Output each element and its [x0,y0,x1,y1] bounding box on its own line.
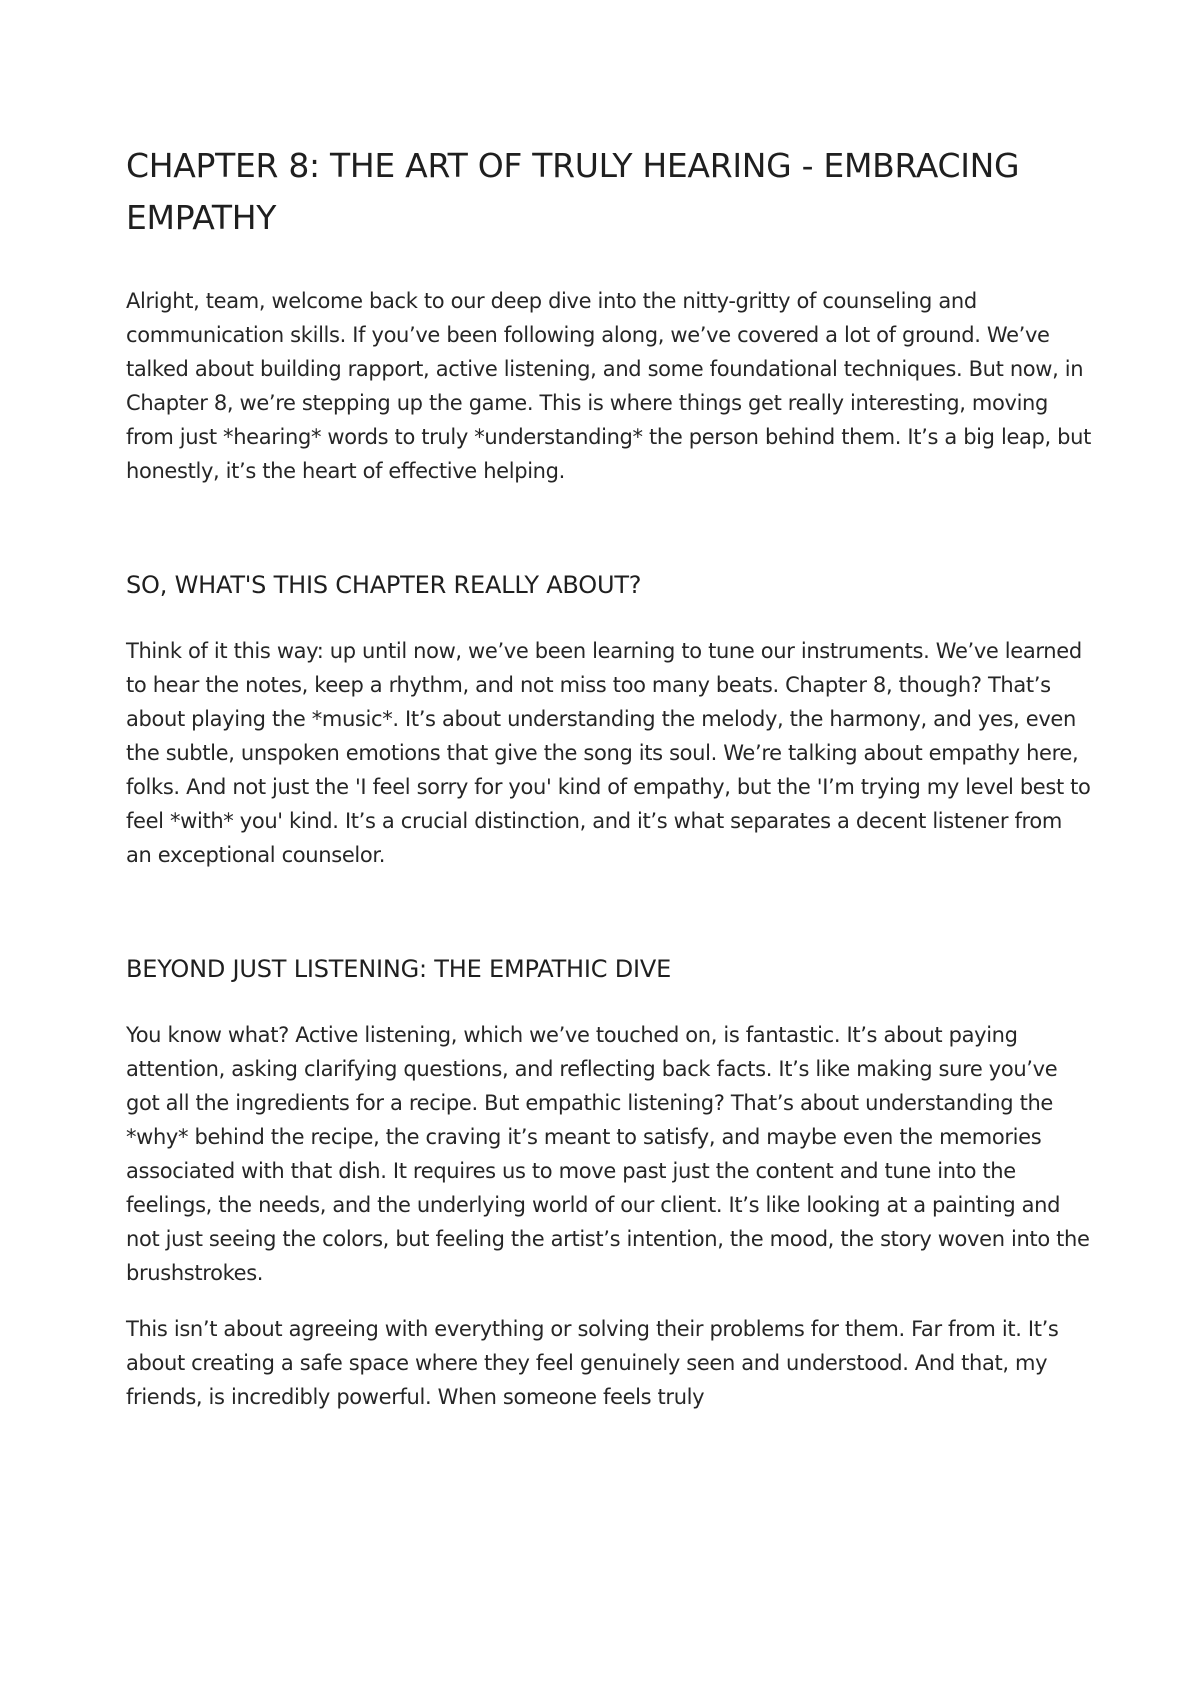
section-empathic-dive [126,952,1091,1414]
intro-paragraph: Alright, team, welcome back to our deep dive into the nitty-gritty of counseling and communication skills. If you’ve been following along, we’ve covered a lot of ground. We’ve talked about building rapport, active listening, and some foundational techniques. But now, in Chapter 8, we’re stepping up the game. This is where things get really interesting, moving from just *hearing* words to truly *understanding* the person behind them. It’s a big leap, but honestly, it’s the heart of effective helping. [126,289,1091,483]
section-paragraph: Think of it this way: up until now, we’ve been learning to tune our instruments. We’ve learned to hear the notes, keep a rhythm, and not miss too many beats. Chapter 8, though? That’s about playing the *music*. It’s about understanding the melody, the harmony, and yes, even the subtle, unspoken emotions that give the song its soul. We’re talking about empathy here, folks. And not just the 'I feel sorry for you' kind of empathy, but the 'I’m trying my level best to feel *with* you' kind. It’s a crucial distinction, and it’s what separates a decent listener from an exceptional counselor. [126,639,1091,867]
section-paragraph: This isn’t about agreeing with everything or solving their problems for them. Far from it. It’s about creating a safe space where they feel genuinely seen and understood. And that, my friends, is incredibly powerful. When someone feels truly [126,1317,1059,1409]
section-chapter-about [126,568,1091,872]
chapter-title: CHAPTER 8: THE ART OF TRULY HEARING - EMBRACING EMPATHY [126,146,1020,237]
section-heading: SO, WHAT'S THIS CHAPTER REALLY ABOUT? [126,571,642,599]
document-page [126,140,1091,1436]
section-heading: BEYOND JUST LISTENING: THE EMPATHIC DIVE [126,955,672,983]
section-paragraph: You know what? Active listening, which we’ve touched on, is fantastic. It’s about paying attention, asking clarifying questions, and reflecting back facts. It’s like making sure you’ve got all the ingredients for a recipe. But empathic listening? That’s about understanding the *why* behind the recipe, the craving it’s meant to satisfy, and maybe even the memories associated with that dish. It requires us to move past just the content and tune into the feelings, the needs, and the underlying world of our client. It’s like looking at a painting and not just seeing the colors, but feeling the artist’s intention, the mood, the story woven into the brushstrokes. [126,1023,1090,1285]
